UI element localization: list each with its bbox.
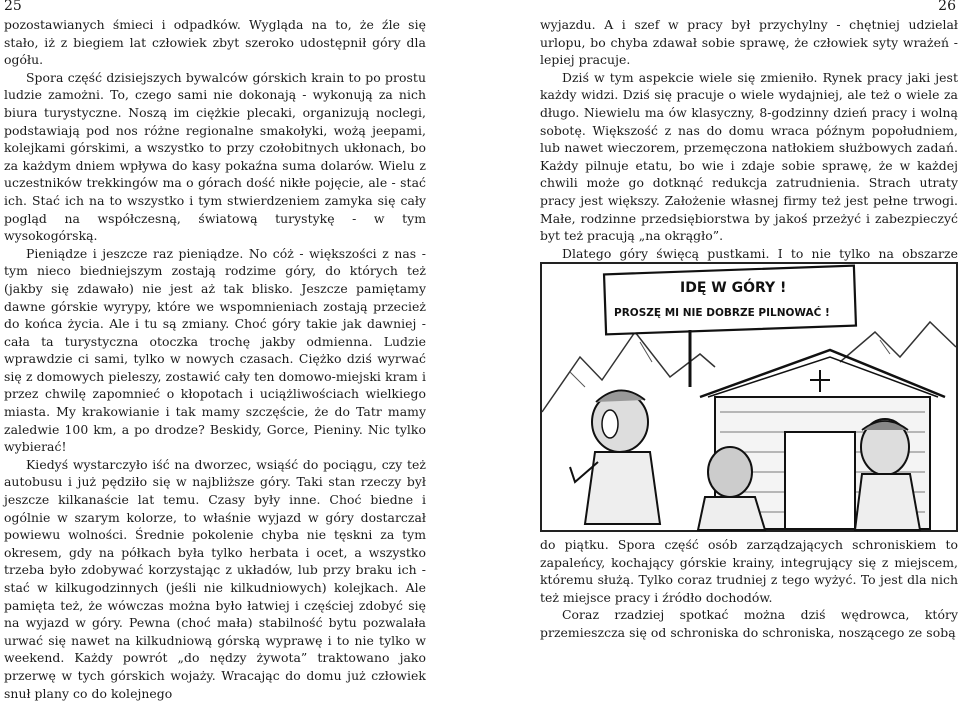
text-column-top: [540, 16, 958, 280]
paragraph: Pieniądze i jeszcze raz pieniądze. No cóż - większości z nas - tym nieco biedniejszym zostają rodzime góry, do których też (jakby się zdawało) nie jest aż tak blisko. Jeszcze pamiętamy dawne górskie wyrypy, które we wspomnieniach zostają przecież do końca życia. Ale i tu są zmiany. Choć góry takie jak dawniej - cała ta turystyczna otoczka trochę jakby odmienna. Ludzie wprawdzie ci sami, tylko w nowych czasach. Ciężko dziś wyrwać się z domowych pieleszy, zostawić cały ten domowo-miejski kram i przez chwilę zapomnieć o kłopotach i uciążliwościach wielkiego miasta. My krakowianie i tak mamy szczęście, że do Tatr mamy zaledwie 100 km, a po drodze? Beskidy, Gorce, Pieniny. Nic tylko wybierać!: [4, 245, 426, 455]
paragraph: wyjazdu. A i szef w pracy był przychylny - chętniej udzielał urlopu, bo chyba zdawał sobie sprawę, że człowiek syty wrażeń - lepiej pracuje.: [540, 17, 958, 68]
sign-text-line2: PROSZĘ MI NIE DOBRZE PILNOWAĆ !: [614, 307, 830, 319]
paragraph: Kiedyś wystarczyło iść na dworzec, wsiąść do pociągu, czy też autobusu i już pędziło się w najbliższe góry. Taki stan rzeczy był jeszcze kilkanaście lat temu. Czasy były inne. Choć biedne i ogólnie w szarym kolorze, to właśnie wyjazd w góry dostarczał powiewu wolności. Średnie pokolenie chyba nie tęskni za tym okresem, gdy na półkach była tylko herbata i ocet, a wszystko trzeba było zdobywać korzystając z układów, lub przy braku ich - stać w kilkugodzinnych (jeśli nie kilkudniowych) kolejkach. Ale pamięta też, że wówczas można było łatwiej i częściej zdobyć się na wyjazd w góry. Pewna (choć mała) stabilność bytu pozwalała urwać się nawet na kilkudniową górską wyprawę i to nie tylko w weekend. Każdy powrót „do nędzy żywota” traktowano jako przerwę w tych górskich wojaży. Wracając do domu już człowiek snuł plany co do kolejnego: [4, 456, 426, 701]
paragraph: Dziś w tym aspekcie wiele się zmieniło. Rynek pracy jaki jest każdy widzi. Dziś się pracuje o wiele wydajniej, ale też o wiele za długo. Niewielu ma ów klasyczny, 8-godzinny dzień pracy i wolną sobotę. Większość z nas do domu wraca późnym popołudniem, lub nawet wieczorem, przemęczona natłokiem służbowych zadań. Każdy pilnuje etatu, bo wie i zdaje sobie sprawę, że w każdej chwili może go dotknąć redukcja zatrudnienia. Strach utraty pracy jest większy. Założenie własnej firmy też jest pełne trwogi. Małe, rodzinne przedsiębiorstwa by jakoś przeżyć i zabezpieczyć byt też pracują „na okrągło”.: [540, 69, 958, 244]
text-column: [4, 16, 426, 702]
paragraph: Dlatego góry święcą pustkami. I to nie tylko na obszarze: [562, 245, 958, 261]
text-column-bottom: [540, 536, 958, 642]
paragraph: do piątku. Spora część osób zarządzających schroniskiem to zapaleńcy, kochający górskie krainy, integrujący się z miejscem, któremu służą. Tylko coraz trudniej z tego wyżyć. To jest dla nich też miejsce pracy i źródło dochodów.: [540, 537, 958, 605]
paragraph: Coraz rzadziej spotkać można dziś wędrowca, który przemieszcza się od schroniska do schroniska, noszącego ze sobą: [540, 607, 958, 640]
paragraph: pozostawianych śmieci i odpadków. Wygląda na to, że źle się stało, iż z biegiem lat człowiek zbyt szeroko udostępnił góry dla ogółu.: [4, 17, 426, 68]
left-page: [0, 0, 436, 701]
paragraph: Spora część dzisiejszych bywalców górskich krain to po prostu ludzie zamożni. To, czego sami nie dokonają - wykonują za nich biura turystyczne. Noszą im ciężkie plecaki, organizują noclegi, podstawiają pod nos różne regionalne smakołyki, wożą jeepami, kolejkami górskimi, a wszystko to przy czołobitnych ukłonach, bo za każdym dniem wpływa do kasy pokaźna suma dolarów. Wielu z uczestników trekkingów ma o górach dość nikłe pojęcie, ale - stać ich. Stać ich na to wszystko i tym stwierdzeniem zamyka się cały pogląd na współczesną, światową turystykę - w tym wysokogórską.: [4, 69, 426, 244]
cartoon-illustration: [540, 262, 958, 532]
sign-text-line1: IDĘ W GÓRY !: [680, 280, 787, 296]
right-page: [525, 0, 960, 640]
page-number: 25: [4, 0, 22, 14]
page-number: 26: [938, 0, 956, 14]
